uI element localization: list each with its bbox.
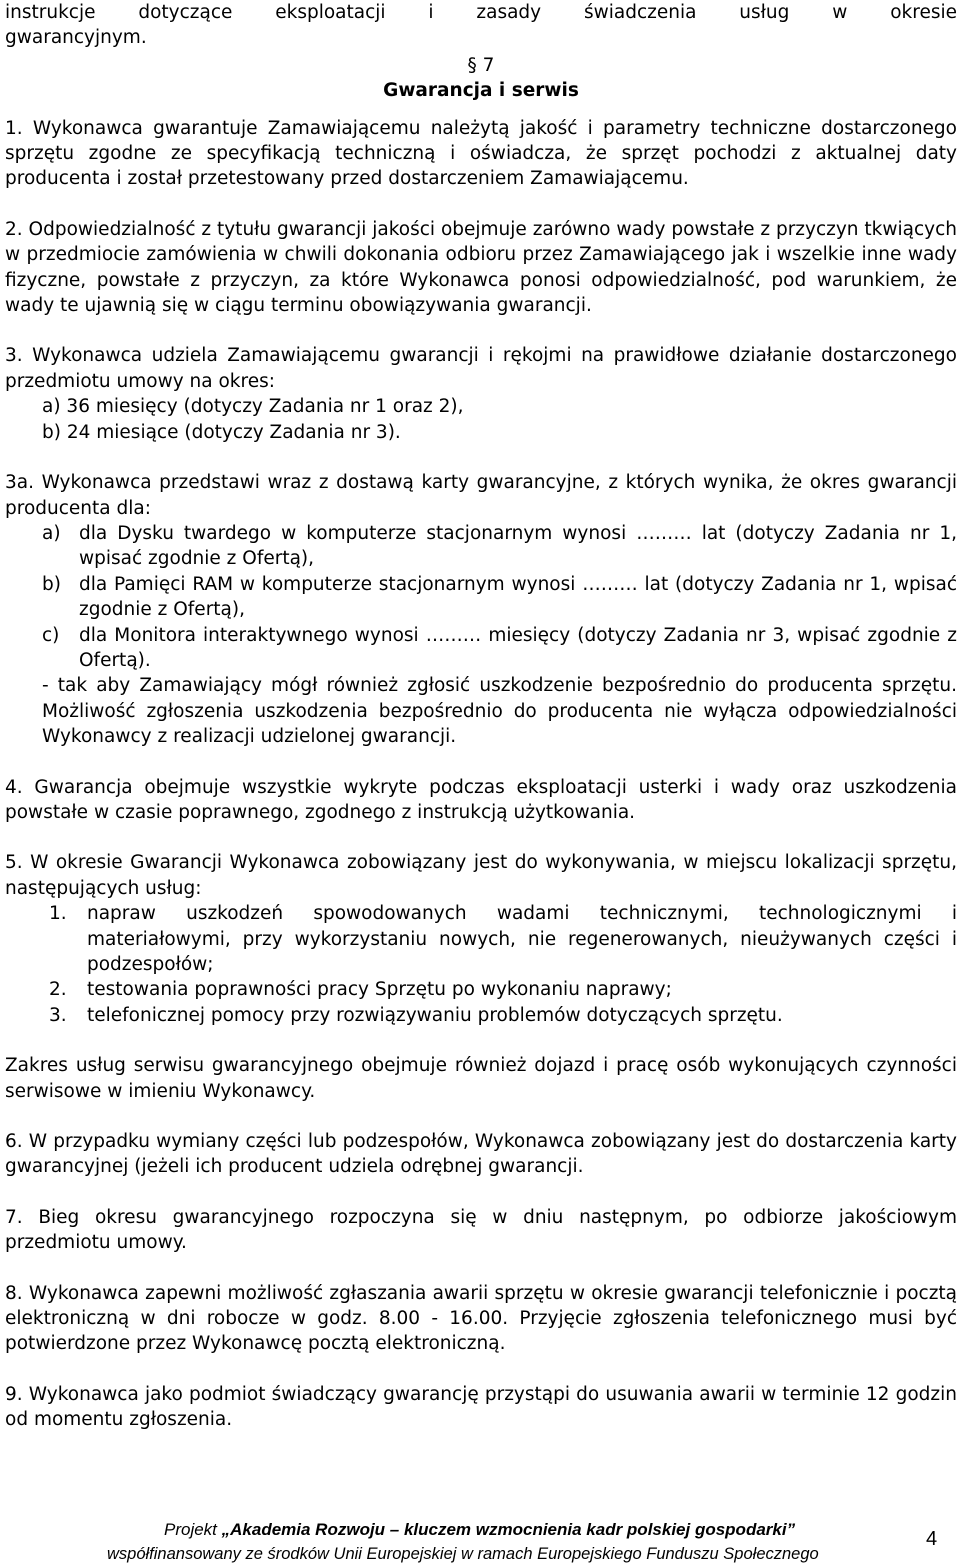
list-label: 2.: [49, 979, 67, 1001]
paragraph-5-item-2: [5, 977, 957, 1002]
section-title: Gwarancja i serwis: [383, 80, 579, 102]
list-text: telefonicznej pomocy przy rozwiązywaniu problemów dotyczących sprzętu.: [87, 1004, 783, 1026]
service-scope: Zakres usług serwisu gwarancyjnego obejmuje również dojazd i pracę osób wykonujących czynności serwisowe w imieniu Wykonawcy.: [5, 1055, 957, 1102]
intro-line-1: instrukcje dotyczące eksploatacji i zasady świadczenia usług w okresie: [5, 2, 957, 23]
paragraph-5-lead: 5. W okresie Gwarancji Wykonawca zobowiązany jest do wykonywania, w miejscu lokalizacji sprzętu, następujących usług:: [5, 852, 957, 899]
paragraph-8: 8. Wykonawca zapewni możliwość zgłaszania awarii sprzętu w okresie gwarancji telefonicznie i pocztą elektroniczną w dni robocze w godz. 8.00 - 16.00. Przyjęcie zgłoszenia telefonicznego musi być potwierdzone przez Wykonawcę pocztą elektroniczną.: [5, 1282, 957, 1355]
list-text: dla Dysku twardego w komputerze stacjonarnym wynosi ……… lat (dotyczy Zadania nr 1, wpisać zgodnie z Ofertą),: [79, 522, 957, 570]
paragraph-9: 9. Wykonawca jako podmiot świadczący gwarancję przystąpi do usuwania awarii w terminie 12 godzin od momentu zgłoszenia.: [5, 1383, 957, 1431]
paragraph-3a-item-c: [5, 623, 957, 674]
paragraph-3-lead: 3. Wykonawca udziela Zamawiającemu gwarancji i rękojmi na prawidłowe działanie dostarczonego przedmiotu umowy na okres:: [5, 345, 957, 392]
paragraph-2: 2. Odpowiedzialność z tytułu gwarancji jakości obejmuje zarówno wady powstałe z przyczyn tkwiących w przedmiocie zamówienia w chwili dokonania odbioru przez Zamawiającego jak i wszelkie inne wady fizyczne, powstałe z przyczyn, za które Wykonawca ponosi odpowiedzialność, pod warunkiem, że wady te ujawnią się w ciągu terminu obowiązywania gwarancji.: [5, 218, 957, 317]
list-label: b): [42, 573, 61, 595]
document-page: [5, 0, 957, 1433]
list-text: napraw uszkodzeń spowodowanych wadami technicznymi, technologicznymi i materiałowymi, przy wykorzystaniu nowych, nie regenerowanych, nieużywanych części i podzespołów;: [87, 903, 957, 975]
paragraph-3-item-a: a) 36 miesięcy (dotyczy Zadania nr 1 oraz 2),: [42, 396, 464, 418]
paragraph-7: 7. Bieg okresu gwarancyjnego rozpoczyna się w dniu następnym, po odbiorze jakościowym przedmiotu umowy.: [5, 1206, 957, 1254]
section-number: § 7: [467, 54, 495, 76]
list-text: dla Pamięci RAM w komputerze stacjonarnym wynosi ……… lat (dotyczy Zadania nr 1, wpisać zgodnie z Ofertą),: [79, 573, 957, 621]
paragraph-3a-note: - tak aby Zamawiający mógł również zgłosić uszkodzenie bezpośrednio do producenta sprzętu. Możliwość zgłoszenia uszkodzenia bezpośrednio do producenta nie wyłącza odpowiedzialności Wykonawcy z realizacji udzielonej gwarancji.: [42, 675, 957, 748]
list-label: c): [42, 624, 60, 646]
page-number: 4: [926, 1528, 938, 1550]
paragraph-3a-item-a: [5, 521, 957, 572]
list-text: testowania poprawności pracy Sprzętu po wykonaniu naprawy;: [87, 979, 672, 1001]
list-label: 1.: [49, 903, 67, 925]
paragraph-3a-item-b: [5, 572, 957, 623]
footer-prefix: Projekt: [164, 1520, 222, 1539]
paragraph-5-item-3: [5, 1003, 957, 1028]
paragraph-4: 4. Gwarancja obejmuje wszystkie wykryte podczas eksploatacji usterki i wady oraz uszkodzenia powstałe w czasie poprawnego, zgodnego z instrukcją użytkowania.: [5, 776, 957, 823]
paragraph-3-item-b: b) 24 miesiące (dotyczy Zadania nr 3).: [42, 421, 401, 443]
list-label: a): [42, 522, 61, 544]
paragraph-1: 1. Wykonawca gwarantuje Zamawiającemu należytą jakość i parametry techniczne dostarczonego sprzętu zgodne ze specyfikacją techniczną i oświadcza, że sprzęt pochodzi z aktualnej daty producenta i został przetestowany przed dostarczeniem Zamawiającemu.: [5, 117, 957, 190]
footer-project-name: „Akademia Rozwoju – kluczem wzmocnienia kadr polskiej gospodarki”: [221, 1520, 796, 1539]
paragraph-5-item-1: [5, 901, 957, 977]
footer-project-line: [164, 1518, 795, 1542]
list-label: 3.: [49, 1004, 67, 1026]
footer-funding-line: współfinansowany ze środków Unii Europejskiej w ramach Europejskiego Funduszu Społecznego: [107, 1545, 819, 1563]
intro-line-2: gwarancyjnym.: [5, 27, 147, 49]
paragraph-6: 6. W przypadku wymiany części lub podzespołów, Wykonawca zobowiązany jest do dostarczenia karty gwarancyjnej (jeżeli ich producent udziela odrębnej gwarancji.: [5, 1131, 957, 1178]
list-text: dla Monitora interaktywnego wynosi ……… miesięcy (dotyczy Zadania nr 3, wpisać zgodnie z Ofertą).: [79, 624, 957, 671]
paragraph-3a-lead: 3a. Wykonawca przedstawi wraz z dostawą karty gwarancyjne, z których wynika, że okres gwarancji producenta dla:: [5, 472, 957, 519]
